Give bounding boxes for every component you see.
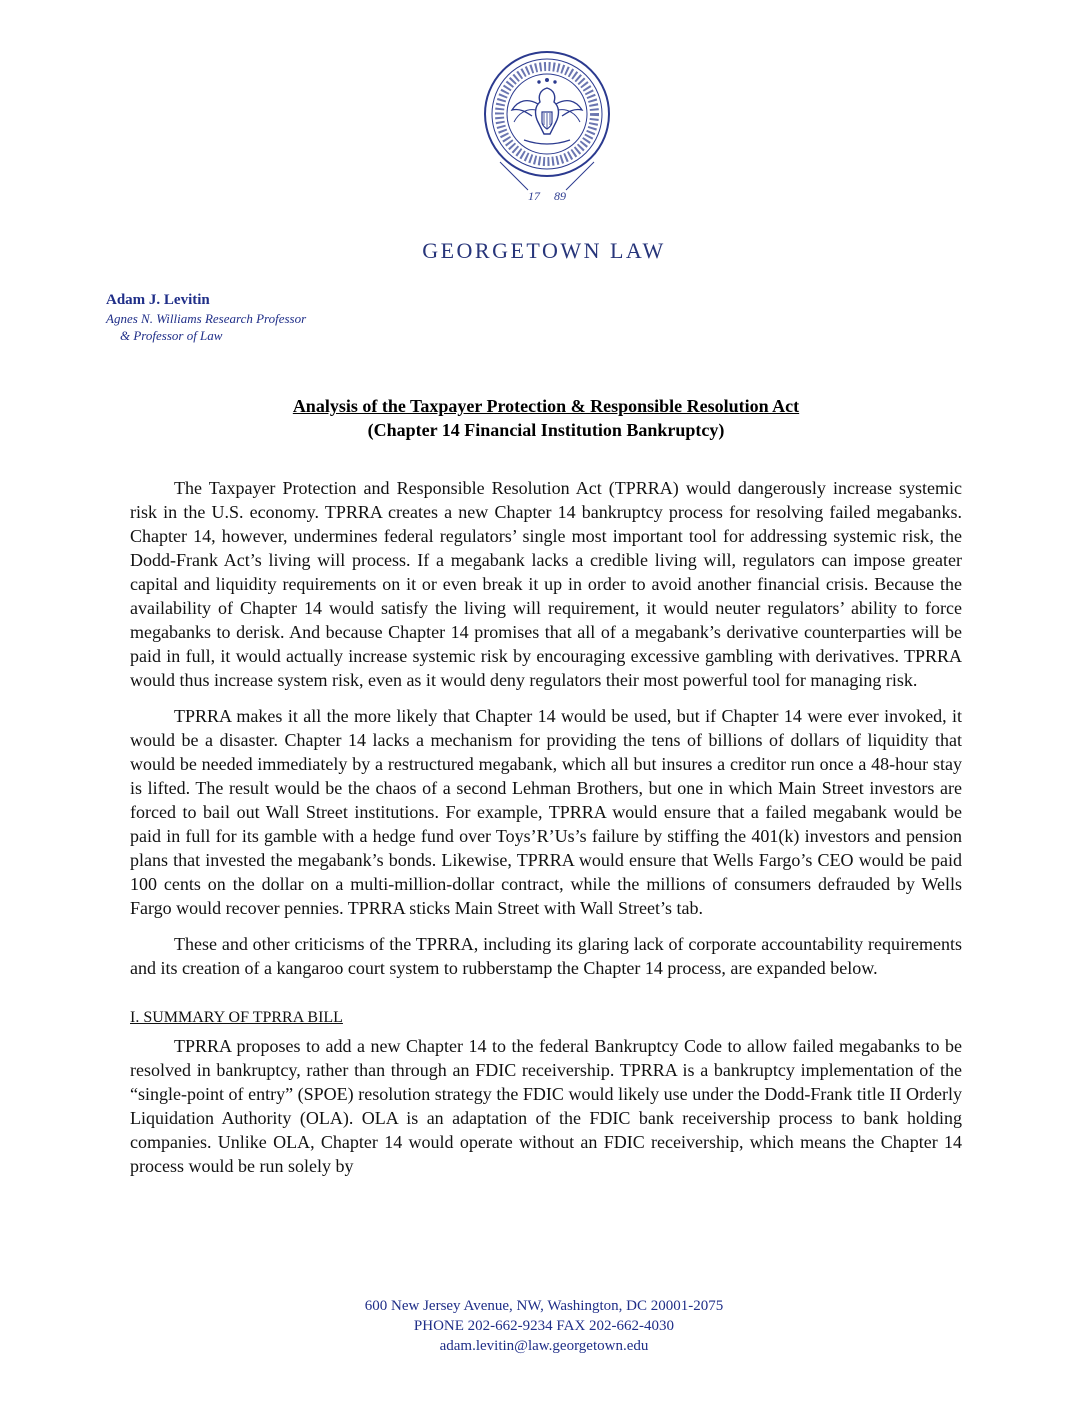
footer-contact [0,1296,1088,1356]
paragraph-1: The Taxpayer Protection and Responsible Resolution Act (TPRRA) would dangerously increase systemic risk in the U.S. economy. TPRRA creates a new Chapter 14 bankruptcy process for resolving failed megabanks. Chapter 14, however, undermines federal regulators’ single most important tool for addressing systemic risk, the Dodd-Frank Act’s living will process. If a megabank lacks a credible living will, regulators can impose greater capital and liquidity requirements on it or even break it up in order to avoid another financial crisis. Because the availability of Chapter 14 would satisfy the living will requirement, it would neuter regulators’ ability to force megabanks to derisk. And because Chapter 14 promises that all of a megabank’s derivative counterparties will be paid in full, it would actually increase systemic risk by encouraging excessive gambling with derivatives. TPRRA would thus increase system risk, even as it would deny regulators their most powerful tool for managing risk. [130,478,962,690]
title-line2: (Chapter 14 Financial Institution Bankruptcy) [367,420,725,440]
seal-year-right: 89 [554,189,566,203]
seal-year-left: 17 [528,189,540,203]
section1-paragraph: TPRRA proposes to add a new Chapter 14 to the federal Bankruptcy Code to allow failed megabanks to be resolved in bankruptcy, rather than through an FDIC receivership. TPRRA is a bankruptcy implementation of the “single-point of entry” (SPOE) resolution strategy the FDIC would likely use under the Dodd-Frank title II Orderly Liquidation Authority (OLA). OLA is an adaptation of the FDIC bank receivership process to bank holding companies. Unlike OLA, Chapter 14 would operate without an FDIC receivership, which means the Chapter 14 process would be run solely by [130,1036,962,1176]
title-line1: Analysis of the Taxpayer Protection & Responsible Resolution Act [292,396,800,416]
paragraph-3: These and other criticisms of the TPRRA, including its glaring lack of corporate accountability requirements and its creation of a kangaroo court system to rubberstamp the Chapter 14 process, are expanded below. [130,934,962,978]
georgetown-seal-icon [480,50,614,206]
paragraph-2: TPRRA makes it all the more likely that Chapter 14 would be used, but if Chapter 14 were ever invoked, it would be a disaster. Chapter 14 lacks a mechanism for providing the tens of billions of dollars of liquidity that would be needed immediately by a restructured megabank, which all but insures a creditor run once a 48-hour stay is lifted. The result would be the chaos of a second Lehman Brothers, but one in which Main Street investors are forced to bail out Wall Street institutions. For example, TPRRA would ensure that a failed megabank would be paid in full for its gamble with a hedge fund over Toys’R’Us’s failure by stiffing the 401(k) investors and pension plans that invested the megabank’s bonds. Likewise, TPRRA would ensure that Wells Fargo’s CEO would be paid 100 cents on the dollar on a multi-million-dollar contract, while the millions of consumers defrauded by Wells Fargo would recover pennies. TPRRA sticks Main Street with Wall Street’s tab. [130,706,962,918]
author-name: Adam J. Levitin [106,292,210,308]
author-block [106,290,306,344]
author-title-line2: & Professor of Law [120,328,223,343]
footer-email[interactable]: adam.levitin@law.georgetown.edu [439,1338,649,1354]
institution-name: GEORGETOWN LAW [422,238,666,263]
section-heading-summary: I. SUMMARY OF TPRRA BILL [130,1009,343,1026]
document-body [130,476,962,1190]
author-title-line1: Agnes N. Williams Research Professor [106,311,307,326]
footer-phone-fax: PHONE 202-662-9234 FAX 202-662-4030 [413,1318,675,1334]
footer-address: 600 New Jersey Avenue, NW, Washington, DC 20001-2075 [364,1298,724,1314]
document-title [130,394,962,442]
